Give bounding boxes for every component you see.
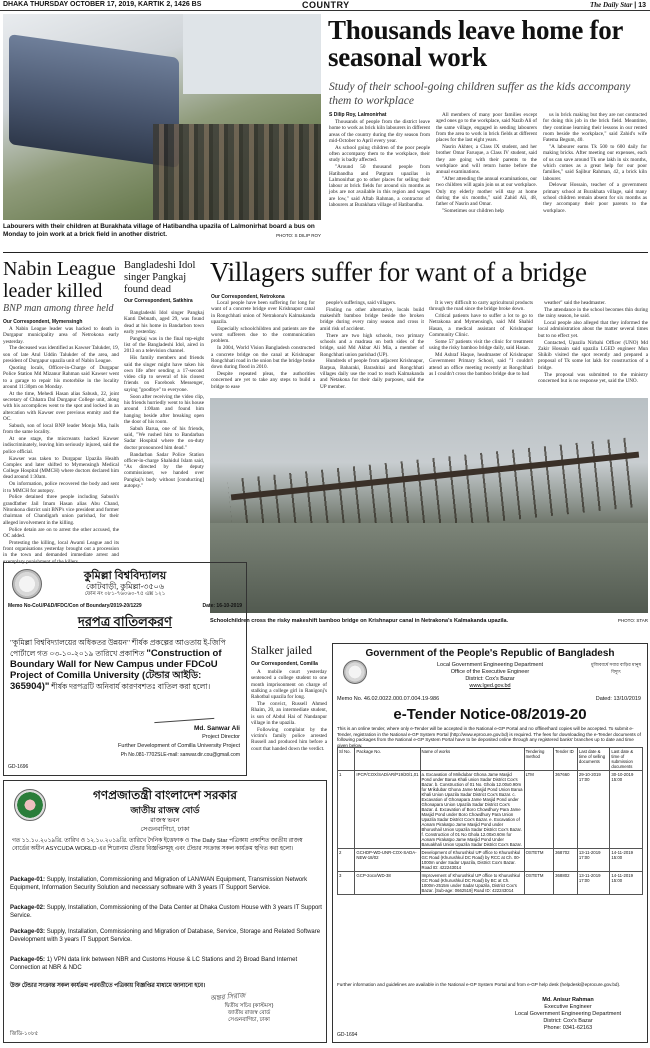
package-text: Supply, Installation, Commissioning and Migration of Database, Service, Storage and Related Software Development with 3 years IT Support Service. <box>10 929 321 943</box>
table-header-cell: Last date & time of selling documents <box>577 748 610 771</box>
brand-and-page: The Daily Star | 13 <box>589 1 646 9</box>
bridge-photo <box>210 398 648 613</box>
table-header-cell: Sl No. <box>338 748 355 771</box>
table-cell: 368802 <box>554 872 578 895</box>
ad2-dept: Local Government Engineering Department <box>436 662 544 668</box>
table-cell: 2 <box>338 849 355 872</box>
story3-body <box>124 310 204 490</box>
headline-nabin: Nabin League leader killed <box>3 258 116 302</box>
story4-col2 <box>320 300 424 391</box>
ad3-loc: সেগুনবাগিচা, ঢাকা <box>140 826 190 833</box>
package-item <box>10 929 322 944</box>
paragraph: A Nabin League leader was hacked to death in Durgapur municipality area of Netrokona early yesterday. <box>3 326 119 345</box>
photo-credit: PHOTO: S DILIP ROY <box>276 233 321 238</box>
ad3-intro: গত ১১.১০.২০১৯খ্রি. তারিখ ও ১২.১০.২০১৯খ্রি. তারিখে দৈনিক ইত্তেফাক ও The Daily Star পত্রিকায় প্রকাশিত জাতীয় রাজস্ব বোর্ডের অধীন ASYCUDA WORLD এর শিরোনাম টেন্ডার বিজ্ঞপ্তিসমূহ এবং টেন্ডার সংক্রান্ত সকল কার্যক্রম স্থগিত করা হলো। <box>12 838 303 852</box>
paragraph: Critical patients have to suffer a lot to go to Netrakona and Mymensingh, said Md Shahid Hasan, a medical assistant of Krishnapur Community Clinic. <box>429 313 533 339</box>
table-cell: 29-10-2019 17:00 <box>577 771 610 849</box>
ad3-signature: অন্তর সিরাজ <box>209 992 246 1003</box>
paragraph: All members of many poor families except aged ones go to the workplace, said Nazib Ali of the same village, engaged in sending labourers from the area to work in brick fields at different places for the last eight years. <box>436 112 537 144</box>
paragraph: A mobile court yesterday sentenced a college student to one month imprisonment on charge of stalking a college girl in Ranigonj's Rahotbal upazila for long. <box>251 669 327 701</box>
paragraph: At one stage, the miscreants hacked Kawser indiscriminately, leaving him seriously injured, said the police official. <box>3 436 119 455</box>
ad-city: কোটবাড়ী, কুমিল্লা-৩৫০৬ <box>85 582 165 591</box>
ad2-signer-title: Executive Engineer <box>544 1004 592 1010</box>
section-title: COUNTRY <box>302 0 350 10</box>
table-cell: LTM <box>524 771 554 849</box>
table-cell: 14-11-2019 15:00 <box>610 849 643 872</box>
table-cell: 13-11-2019 17:00 <box>577 872 610 895</box>
ad3-signer: দ্বিতীয় সচিব (কাস্টমস) <box>224 1003 274 1009</box>
table-cell: 3 <box>338 872 355 895</box>
photo-credit: PHOTO: STAR <box>617 618 648 623</box>
paragraph: Bangladeshi Idol singer Pangkaj Kanti Debnath, aged 29, was found dead at his home in Bandarbon town early yesterday. <box>124 310 204 335</box>
etender-ad <box>332 643 648 1043</box>
table-cell: IPCP/COX/SAD/AR/P19/20/1,01 <box>355 771 420 849</box>
ad2-signer-phone: Phone: 0341-62163 <box>543 1025 593 1031</box>
paragraph: Police detained three people including Sabush's grandfather Jail Imam Hasan alias Abu Chand, Nitonkona district unit BNP's vice president and former chairman of Chandigarh union parishad, for their alleged involvement in the killing. <box>3 494 119 526</box>
package-label: Package-03: <box>10 929 47 935</box>
paragraph: Especially schoolchildren and patients are the worst sufferers due to the communication problem. <box>211 325 315 345</box>
ad2-office: Office of the Executive Engineer <box>450 669 530 675</box>
table-cell: 368702 <box>554 849 578 872</box>
byline-thousands: S Dilip Roy, Lalmonirhat <box>329 112 387 118</box>
paragraph: Hundreds of people from adjacent Krishnapur, Barpua, Baharaki, Barashitai and Rongchhati villages daily use the road to reach Kalmakanda and Netakona for their daily purposes, said the UP member. <box>320 358 424 390</box>
ad2-title: e-Tender Notice-08/2019-20 <box>393 706 587 723</box>
ad2-district: District: Cox's Bazar <box>465 676 515 682</box>
ad2-signer-org: Local Government Engineering Department <box>514 1011 622 1017</box>
story4-col4 <box>538 300 648 385</box>
paragraph: weather" said the headmaster. <box>544 300 606 306</box>
ad-phone: ফোন নং ০৮১-৭৬০৬০-৭৫ এক্স ১২১ <box>84 591 166 597</box>
bus-photo <box>3 14 321 220</box>
story4-col1 <box>211 300 315 391</box>
paragraph: Some 57 patients visit the clinic for treatment using the risky bamboo bridge daily, said Hasan. <box>429 338 533 352</box>
table-header-cell: Package No. <box>355 748 420 771</box>
dateline: DHAKA THURSDAY OCTOBER 17, 2019, KARTIK 2, 1426 BS <box>3 1 202 8</box>
table-cell: GCP-2ocx/WD-38 <box>355 872 420 895</box>
caption-text: Schoolchildren cross the risky makeshift bamboo bridge on Krishnapur canal in Netrakona's Kalmakanda upazila. <box>210 618 509 624</box>
paragraph: us in brick making but they are not contracted for doing this job in the brick field. Meantime, they continue learning their lessons in our rented room beside the workplace," said Zahid's wife Fatema Begum, 40. <box>543 112 647 144</box>
headline-idol: Bangladeshi Idol singer Pangkaj found dead <box>124 260 196 295</box>
table-cell: Improvement of Khurushkul UP office to Khurushkul GC Road (Khurushkul DC Road) by BC at Ch. 1000m-2515m under Sadar Upazila, District Cox's Bazar. [Sub-age: 0662519] Road ID: 422243014 <box>420 872 524 895</box>
paragraph: Pangkaj was in the final top-eight list of the Bangladeshi Idol, aired in 2013 on a television channel. <box>124 335 204 355</box>
table-cell: OSTETM <box>524 872 554 895</box>
table-header-cell: Last date & time of submission documents <box>610 748 643 771</box>
tender-table <box>337 747 643 895</box>
brand-logo: The Daily Star <box>589 1 633 9</box>
headline-thousands: Thousands leave home for seasonal work <box>328 15 623 72</box>
table-row <box>338 872 643 895</box>
table-cell: GCHDP-WD-UNR-COX-SADA-NEW-18/02 <box>355 849 420 872</box>
package-label: Package-02: <box>10 905 47 911</box>
caption-text: Labourers with their children at Burakhata village of Hatibandha upazila of Lalmonirhat board a bus on Monday to join work at a brick field in another district. <box>3 223 315 238</box>
ad2-stamp: মুজিববর্ষে সবার বাড়ির মানুষ বিদ্যুৎ <box>591 662 641 674</box>
paragraph: Thousands of people from the district leave home to work as brick kiln labourers in different areas of the country during the dry season from mid-October to April every year. <box>329 119 430 144</box>
comilla-university-ad <box>3 562 247 776</box>
ad-signer-org: Further Development of Comilla University Project <box>118 743 240 749</box>
table-row <box>338 849 643 872</box>
paragraph: Quoting locals, Officer-in-Charge of Durgapur Police Station Md Mizanur Rahman said Kawser went to a garage to repair his motorbike in the locality around 11:30pm on Monday. <box>3 364 119 390</box>
paragraph: Kawser was taken to Durgapur Upazila Health Complex and later shifted to Mymensingh Medical College Hospital (MMCH) where doctors declared him dead around 1:30am. <box>3 455 119 481</box>
table-cell: 13-11-2019 17:00 <box>577 849 610 872</box>
deck-thousands: Study of their school-going children suffer as the kids accompany them to workplace <box>329 81 631 107</box>
nbr-ad <box>3 780 327 1043</box>
paragraph: Md Ashraf Haque, headmaster of Krishnapur Government Primary School, said "I couldn't attend an office meeting recently at Rongchhati as I couldn't cross the bamboo bridge due to bad <box>429 352 533 378</box>
ad-memo: Memo No-CoU/P&D/IFDC/Con of Boundary/2019-20/1229 <box>8 603 142 609</box>
ad2-intro: This is an online tender, where only e-Tender will be accepted in the National e-GP Portal and no offline/hard copies will be accepted. To submit e-Tender, registration in the National e-GP System Portal (http://www.eprocure.gov.bd) is required. The fees for downloading the e-Tender documents of following packages from the National e-GP System Portal have to be deposited online through any registered banks' branches up to date and time given below. <box>337 726 641 748</box>
paragraph: "Sometimes our children help <box>442 208 504 215</box>
ad2-signer: Md. Anisur Rahman <box>542 997 594 1003</box>
divider <box>3 252 648 253</box>
byline-stalker: Our Correspondent, Comilla <box>251 661 318 667</box>
ad-date: Date: 16-10-2019 <box>202 603 242 609</box>
ad3-dept: রাজস্ব ভবন <box>150 817 180 824</box>
paragraph: The deceased was identified as Kawser Talukder, 19, son of late Atul Uddin Talukder of the area, and president of Durgapur upazila unit of Nabin League. <box>3 345 119 365</box>
paragraph: "After attending the annual examinations, our two children will again join us at our workplace. Only my elderly mother will stay at home during the six months," said Zahid Ali, 48, father of Nasrin and Omar. <box>436 176 537 208</box>
ad3-signer-block <box>194 1003 304 1024</box>
paragraph: people's sufferings, said villagers. <box>326 300 397 306</box>
ad3-signer2: জাতীয় রাজস্ব বোর্ড <box>227 1010 271 1016</box>
ad-body <box>10 637 240 692</box>
table-cell: a. Excavation of Mrikdubar Ghona Jame Masjid Pond under Barua Khali union Sadar District Cox's Bazar. b. Construction of 01 No. Ghola 12.00x0.90m for Mrikdubar Ghona Jame Masjid Pond Union Barua Khali Union Upazila Sadar District Cox's Bazar. c. Excavation of Ghonapara Jame Masjid Pond under Ghonapara Union Upazila Sadar District Cox's Bazar. d. Excavation of Boro Chowdhury Para Jame Masjid Pond under Boro Chowdhury Para Union Upazila Sadar District Cox's Bazar. e. Excavation of Aonam Pirakatpo Jame Masjid Pond under Bhorushail Union Upazila Sadar District Cox's Bazar. f. Construction of 01 No Ghola 12.00x0.60m for Aonam Pirakatpo Jame Masjid Pond Under Baruakhali Union Upazila Sadar District Cox's Bazar. <box>421 772 523 847</box>
table-cell: OSTETM <box>524 849 554 872</box>
ad2-memo: Memo No. 46.02.0022.000.07.004.19-986 <box>337 696 440 702</box>
byline-villagers: Our Correspondent, Netrokona <box>211 294 285 300</box>
ad3-closing: উক্ত টেন্ডার সংক্রান্ত সকল কার্যক্রম পরবর্তীতে পত্রিকায় বিজ্ঞপ্তির মাধ্যমে জানানো হবে। <box>10 983 206 989</box>
table-header-cell: Tender ID <box>554 748 578 771</box>
package-item <box>10 905 322 920</box>
ad-signer-contact: Ph No.081-7702SLE-mail: sanwar.dir.cou@gmail.com <box>120 752 240 758</box>
table-cell: 14-11-2019 15:00 <box>610 872 643 895</box>
ad-signer-title: Project Director <box>202 734 240 740</box>
paragraph: In 2004, World Vision Bangladesh constructed a concrete bridge on the canal at Krishnapur Rongchhati road in the union but the bridge broke down during flood in 2010. <box>211 345 315 371</box>
package-label: Package-01: <box>10 877 47 883</box>
headline-stalker: Stalker jailed <box>251 645 312 657</box>
ad-body-en: "Construction of Boundary Wall for New Campus under FDCoU Project of Comilla University (টেন্ডার আইডি: 365904)" <box>10 648 222 692</box>
table-cell: 1 <box>338 771 355 849</box>
paragraph: Delowar Hossain, teacher of a government primary school at Burakhata village, said many school children remain absent for six months as they accompany their poor parents to the workplace. <box>543 182 647 214</box>
byline-idol: Our Correspondent, Satkhira <box>124 298 193 304</box>
bridge-caption <box>210 618 648 624</box>
ad-body-bn2: শীর্ষক দরপত্রটি অনিবার্য কারণবশতঃ বাতিল করা হলো। <box>51 682 211 691</box>
table-cell: Development of Khurushkul UP office to Khurushkul GC Road (Khurushkul DC Road) by RCC at Ch. 00-1000m under Sadar Upazila, District Cox's Bazar. Road ID: 422243014 <box>420 849 524 872</box>
byline-nabin: Our Correspondent, Mymensingh <box>3 319 83 325</box>
paragraph: Nasrin Akhter, a Class IX student, and her brother Omar Faruque, a Class IV student, said they are going with their parents to the workplace and will return home before the annual examinations. <box>436 144 537 176</box>
ad2-footer: Further information and guidelines are available in the National e-GP System Portal and from e-GP help desk (helpdesk@eprocure.gov.bd). <box>337 982 621 987</box>
paragraph: "Around 50 thousand people from Hatibandha and Patgram upazilas in Lalmonirhat go to other places for selling their labour at brick fields for around six months as jobs are not available in this region and wages are low," said Aftab Rahman, a contractor of labourers at Burakhata village of Hatibandha. <box>329 164 430 209</box>
paragraph: Finding no other alternative, locals build makeshift bamboo bridge beside the broken bridge during every rainy season and cross it amid risk of accident. <box>320 306 424 332</box>
story1-col3 <box>543 112 647 215</box>
ad-gd: GD-1696 <box>8 764 29 770</box>
page-number: 13 <box>638 2 646 9</box>
paragraph: His family members and friends said the singer might have taken his own life after sending a 17-second video clip to several of his closest friends on Facebook Messenger, saying "goodbye" to everyone. <box>124 355 204 393</box>
paragraph: The proposal was submitted to the ministry concerned but is no response yet, said the UNO. <box>538 371 648 384</box>
paragraph: There are two high schools, two primary schools and a madrasa on both sides of the bridge, said Md Akbar Ali Mia, a member of Rongchhati union parishad (UP). <box>320 332 424 358</box>
table-row <box>338 771 643 849</box>
ad2-signer-district: District: Cox's Bazar <box>543 1018 593 1024</box>
paragraph: Bandarban Sadar Police Station officer-in-charge Shahidul Islam said, "As directed by the deputy commissioner, we handed over Pangkaj's body without [conducting] autopsy." <box>124 451 204 489</box>
ad-signer: Md. Sanwar Ali <box>194 725 240 732</box>
ad-university: কুমিল্লা বিশ্ববিদ্যালয় <box>83 570 167 582</box>
table-header-cell: Tendering method <box>524 748 554 771</box>
package-text: Supply, Installation, Commissioning and Migration of LAN/WAN Equipment, Transmission Network Equipment, Information Security Solution and necessary software with 3 years IT Support Service. <box>10 877 308 891</box>
headline-villagers: Villagers suffer for want of a bridge <box>210 257 587 287</box>
ad3-board: জাতীয় রাজস্ব বোর্ড <box>130 805 200 815</box>
ad2-date: Dated: 13/10/2019 <box>595 696 641 702</box>
signature <box>154 709 215 723</box>
ad3-signer3: সেগুনবাগিচা, ঢাকা <box>228 1017 270 1023</box>
paragraph: Following complaint by the victim's family police arrested Russell and produced him before a court that handed down the verdict. <box>251 726 327 752</box>
paragraph: It is very difficult to carry agricultural products through the road since the bridge broke down. <box>429 300 534 313</box>
ad2-web: www.lged.gov.bd <box>469 683 511 689</box>
package-text: 1) VPN data link between NBR and Customs House & LC Stations and 2) Broad Band Internet Connection at NBR & NDC <box>10 957 298 971</box>
paragraph: Contacted, Upazila Nirbahi Officer (UNO) Md Zakir Hossain said upazila LGED engineer Mun Shikib visited the spot recently and prepared a proposal of Tk some lot lakh for construction of a bridge. <box>538 339 648 371</box>
paragraph: Soon after receiving the video clip, his friends hurriedly went to his house around 1:00am and found him hanging beside after breaking open the door of his room. <box>124 393 204 425</box>
package-label: Package-05: <box>10 957 47 963</box>
story1-col1 <box>329 119 430 209</box>
ad3-gov: গণপ্রজাতন্ত্রী বাংলাদেশ সরকার <box>92 788 238 802</box>
table-header-cell: Name of works <box>420 748 524 771</box>
table-cell: 30-10-2019 15:00 <box>610 771 643 849</box>
paragraph: Local people also alleged that they informed the local administration about the matter several times but to no effect yet. <box>538 320 648 339</box>
paragraph: The attendance in the school becomes thin during the rainy season, he said. <box>538 306 648 320</box>
story1-col2 <box>436 112 537 215</box>
paragraph: As school going children of the poor people often accompany them to the workplace, their study is badly affected. <box>329 144 430 164</box>
lged-logo <box>343 660 367 684</box>
package-item <box>10 957 322 972</box>
package-text: Supply, Installation, Commissioning of the Data Center at Dhaka Custom House with 3 years IT Support Service. <box>10 905 322 919</box>
story2-body <box>3 326 119 566</box>
ad-notice: দরপত্র বাতিলকরণ <box>78 614 172 629</box>
ad2-signature-block <box>503 997 633 1032</box>
package-item <box>10 877 322 892</box>
ad-body-bn: "কুমিল্লা বিশ্ববিদ্যালয়ের অধিকতর উন্নয়ন" শীর্ষক প্রকল্পের আওতায় ই-জিপি পোর্টালে গত ০৩-১০-২০১৯ তারিখে প্রকাশিত <box>10 638 226 658</box>
paragraph: Local people have been suffering for long for want of a concrete bridge over Krishnapur canal in Rongchhati union of Netrakona's Kalmakanda upazila. <box>211 300 315 325</box>
paragraph: Protesting the killing, local Awami League and its front organisations yesterday brought out a procession in the town and demanded immediate arrest and exemplary punishment of the killers. <box>3 539 119 565</box>
paragraph: The convict, Russell Ahmed Rhaim, 20, an intermediate student, is son of Abdul Hai of Nandanpur village in the upazila. <box>251 701 327 726</box>
paragraph: At the time, Mehedi Hasan alias Sabush, 22, joint secretary of Chhatra Dal Durgapur College unit, along with his accomplices went to the spot and locked in an altercation with Kawser over previous enmity and the OC. <box>3 390 119 422</box>
story4-col3 <box>429 300 533 378</box>
table-cell: 367660 <box>554 771 578 849</box>
paragraph: On information, police recovered the body and sent it to MMCH for autopsy. <box>3 481 119 494</box>
paragraph: Sabush, son of local BNP leader Monju Mia, hails from the same locality. <box>3 422 119 436</box>
masthead <box>0 0 650 11</box>
paragraph: Sabuh Barua, one of his friends, said, "We rushed him to Bandarban Sadar Hospital where the on-duty doctor pronounced him dead." <box>124 425 204 451</box>
paragraph: Despite repeated pleas, the authorities concerned are yet to take any steps to build a bridge to ease <box>211 371 315 390</box>
story5-body <box>251 669 327 753</box>
ad2-gov: Government of the People's Republic of Bangladesh <box>365 648 615 659</box>
photo-caption <box>3 223 321 239</box>
tender-table-header <box>338 748 643 771</box>
paragraph: Police detain are on to arrest the other accused, the OC added. <box>3 526 119 539</box>
ad3-gd: জিডি-১০৮৫ <box>10 1031 39 1037</box>
paragraph: "A labourer earns Tk 500 to 600 daily for making bricks. After meeting our expenses, each of us can save around Tk one lakh in six months, which comes as a great help for our poor families," said Sajibur Rahman, 42, a brick kiln labourer. <box>543 144 647 182</box>
deck-nabin: BNP man among three held <box>3 303 114 314</box>
ad2-gd: GD-1694 <box>337 1032 358 1038</box>
